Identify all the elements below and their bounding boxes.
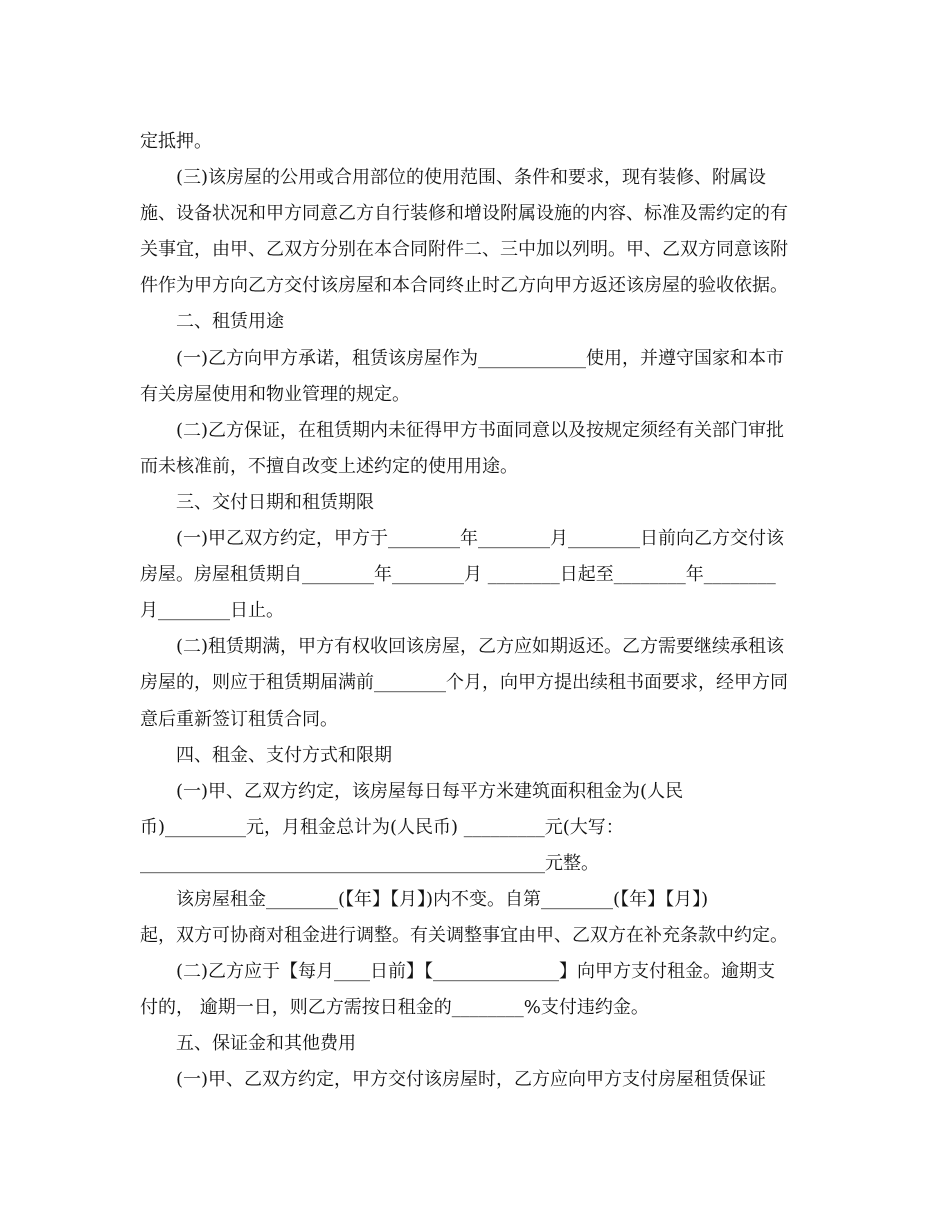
document-line: 该房屋租金________(【年】【月】)内不变。自第________(【年】【月】)	[176, 888, 709, 910]
document-line: 施、设备状况和甲方同意乙方自行装修和增设附属设施的内容、标准及需约定的有	[140, 203, 788, 225]
document-line: 房屋的，则应于租赁期届满前________个月，向甲方提出续租书面要求，经甲方同	[140, 672, 788, 694]
document-line: 件作为甲方向乙方交付该房屋和本合同终止时乙方向甲方返还该房屋的验收依据。	[140, 275, 788, 297]
document-line: (二)乙方应于【每月____日前】【______________】向甲方支付租金。逾期支	[176, 961, 776, 983]
document-line: 月________日止。	[140, 600, 284, 622]
document-line: 定抵押。	[140, 131, 212, 152]
document-line: 币)_________元，月租金总计为(人民币) _________元(大写：	[140, 816, 624, 838]
document-line: 有关房屋使用和物业管理的规定。	[140, 383, 410, 405]
document-line: 三、交付日期和租赁期限	[176, 491, 374, 513]
document-line: (一)乙方向甲方承诺，租赁该房屋作为____________使用，并遵守国家和本市	[176, 347, 785, 369]
document-line: 房屋。房屋租赁期自________年________月 ________日起至________年________	[140, 564, 776, 586]
document-line: 意后重新签订租赁合同。	[140, 708, 338, 730]
document-line: 四、租金、支付方式和限期	[176, 744, 392, 766]
document-line: (三)该房屋的公用或合用部位的使用范围、条件和要求，现有装修、附属设	[176, 167, 767, 189]
document-line: 关事宜，由甲、乙双方分别在本合同附件二、三中加以列明。甲、乙双方同意该附	[140, 239, 788, 261]
document-line: (二)租赁期满，甲方有权收回该房屋，乙方应如期返还。乙方需要继续承租该	[176, 636, 785, 658]
document-line: (一)甲乙双方约定，甲方于________年________月________日前向乙方交付该	[176, 528, 785, 550]
document-page	[140, 124, 812, 1099]
document-line: 而未核准前，不擅自改变上述约定的使用用途。	[140, 455, 518, 477]
document-line: (一)甲、乙双方约定，该房屋每日每平方米建筑面积租金为(人民	[176, 780, 684, 802]
document-line: 五、保证金和其他费用	[176, 1033, 356, 1055]
document-line: _____________________________________________元整。	[140, 852, 599, 874]
document-line: (一)甲、乙双方约定，甲方交付该房屋时，乙方应向甲方支付房屋租赁保证	[176, 1069, 767, 1091]
document-line: 付的， 逾期一日，则乙方需按日租金的________%支付违约金。	[140, 997, 649, 1019]
document-line: 二、租赁用途	[176, 311, 284, 333]
document-line: (二)乙方保证，在租赁期内未征得甲方书面同意以及按规定须经有关部门审批	[176, 419, 785, 441]
document-line: 起，双方可协商对租金进行调整。有关调整事宜由甲、乙双方在补充条款中约定。	[140, 925, 788, 947]
